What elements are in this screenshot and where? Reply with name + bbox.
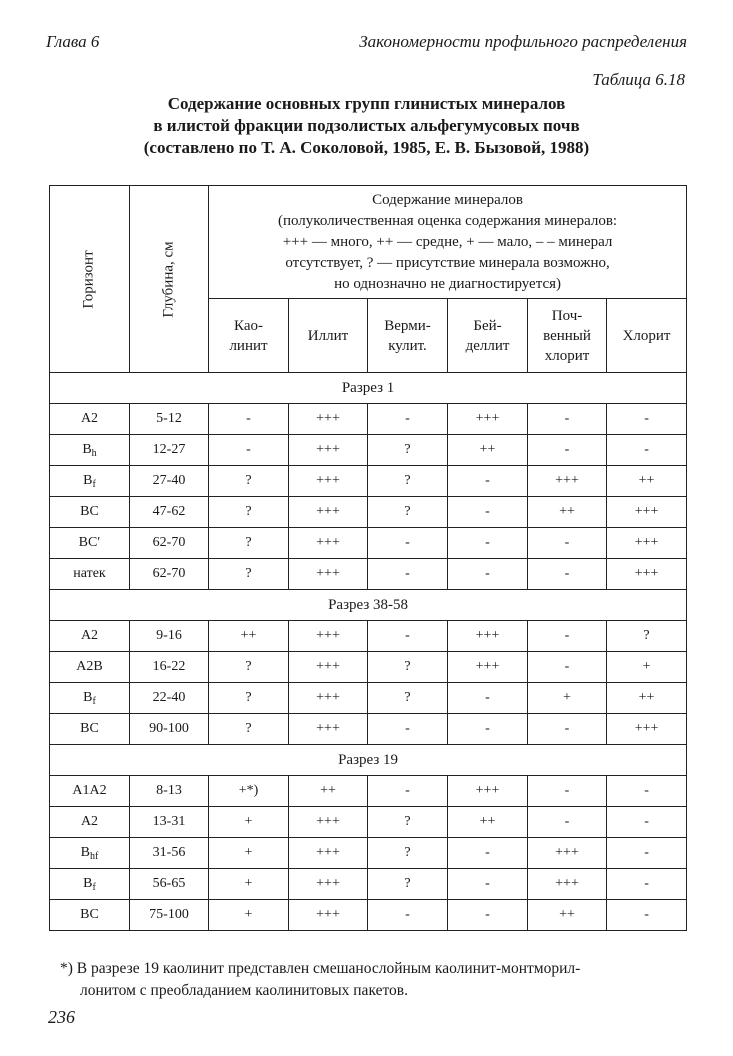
illite-cell: +++ [289, 869, 368, 900]
depth-cell: 56-65 [130, 869, 209, 900]
horizon-cell: A1A2 [50, 776, 130, 807]
page-number: 236 [48, 1007, 75, 1027]
illite-cell: +++ [289, 528, 368, 559]
kaolinite-cell: + [209, 838, 289, 869]
soil-chlorite-cell: ++ [528, 900, 607, 931]
horizon-cell: $B_f$ [50, 869, 130, 900]
table-title [60, 93, 673, 159]
soil-chlorite-cell: - [528, 621, 607, 652]
kaolinite-cell: - [209, 435, 289, 466]
beidellite-cell: - [448, 683, 528, 714]
horizon-cell: BC [50, 900, 130, 931]
chlorite-cell: +++ [607, 714, 687, 745]
chlorite-cell: - [607, 807, 687, 838]
chlorite-cell: - [607, 869, 687, 900]
depth-cell: 31-56 [130, 838, 209, 869]
chlorite-cell: ? [607, 621, 687, 652]
table-row [50, 869, 687, 900]
footnote [60, 958, 689, 1002]
table-row [50, 435, 687, 466]
horizon-cell: BC′ [50, 528, 130, 559]
table-row [50, 776, 687, 807]
horizon-cell: $B_f$ [50, 683, 130, 714]
vermiculite-cell: ? [368, 838, 448, 869]
horizon-cell: A2 [50, 807, 130, 838]
kaolinite-cell: +*) [209, 776, 289, 807]
depth-cell: 16-22 [130, 652, 209, 683]
section-title: Разрез 19 [50, 745, 687, 776]
soil-chlorite-cell: +++ [528, 869, 607, 900]
soil-chlorite-cell: - [528, 652, 607, 683]
depth-cell: 22-40 [130, 683, 209, 714]
horizon-cell: A2 [50, 621, 130, 652]
soil-chlorite-cell: +++ [528, 838, 607, 869]
illite-cell: +++ [289, 714, 368, 745]
depth-cell: 47-62 [130, 497, 209, 528]
footnote-line-1: *) В разрезе 19 каолинит представлен смешанослойным каолинит-монтморил- [60, 960, 581, 977]
horizon-cell: $B_{hf}$ [50, 838, 130, 869]
table-row [50, 900, 687, 931]
soil-chlorite-cell: ++ [528, 497, 607, 528]
chlorite-cell: +++ [607, 559, 687, 590]
depth-cell: 90-100 [130, 714, 209, 745]
vermiculite-cell: ? [368, 435, 448, 466]
soil-chlorite-cell: - [528, 714, 607, 745]
kaolinite-cell: ++ [209, 621, 289, 652]
table-row [50, 559, 687, 590]
running-head [46, 32, 687, 52]
beidellite-header: Бей- деллит [448, 299, 528, 373]
soil-chlorite-cell: - [528, 404, 607, 435]
chlorite-cell: - [607, 435, 687, 466]
vermiculite-cell: - [368, 528, 448, 559]
minerals-table [49, 185, 687, 931]
beidellite-cell: +++ [448, 404, 528, 435]
beidellite-cell: - [448, 838, 528, 869]
section-row [50, 373, 687, 404]
vermiculite-cell: - [368, 714, 448, 745]
chlorite-cell: +++ [607, 528, 687, 559]
horizon-cell: $B_h$ [50, 435, 130, 466]
illite-cell: +++ [289, 652, 368, 683]
table-row [50, 497, 687, 528]
depth-column-header: Глубина, см [130, 186, 209, 373]
vermiculite-cell: ? [368, 683, 448, 714]
depth-cell: 62-70 [130, 528, 209, 559]
illite-cell: ++ [289, 776, 368, 807]
beidellite-cell: - [448, 714, 528, 745]
beidellite-cell: - [448, 497, 528, 528]
beidellite-cell: - [448, 528, 528, 559]
horizon-cell: натек [50, 559, 130, 590]
depth-cell: 27-40 [130, 466, 209, 497]
soil-chlorite-cell: - [528, 528, 607, 559]
title-line-2: в илистой фракции подзолистых альфегумусовых почв [153, 116, 580, 135]
vermiculite-cell: ? [368, 652, 448, 683]
section-row [50, 745, 687, 776]
illite-cell: +++ [289, 683, 368, 714]
beidellite-cell: - [448, 869, 528, 900]
beidellite-cell: - [448, 900, 528, 931]
beidellite-cell: +++ [448, 621, 528, 652]
kaolinite-cell: + [209, 807, 289, 838]
soil-chlorite-cell: + [528, 683, 607, 714]
vermiculite-header: Верми- кулит. [368, 299, 448, 373]
illite-cell: +++ [289, 900, 368, 931]
chlorite-cell: - [607, 838, 687, 869]
kaolinite-header: Као- линит [209, 299, 289, 373]
horizon-column-header: Горизонт [50, 186, 130, 373]
horizon-cell: A2B [50, 652, 130, 683]
vermiculite-cell: ? [368, 869, 448, 900]
horizon-cell: BC [50, 497, 130, 528]
title-line-1: Содержание основных групп глинистых минералов [167, 94, 566, 113]
table-row [50, 466, 687, 497]
vermiculite-cell: - [368, 776, 448, 807]
table-row [50, 714, 687, 745]
table-row [50, 652, 687, 683]
illite-cell: +++ [289, 838, 368, 869]
soil-chlorite-cell: - [528, 776, 607, 807]
section-title: Закономерности профильного распределения [359, 32, 687, 51]
chlorite-cell: ++ [607, 683, 687, 714]
chapter-label: Глава 6 [46, 32, 100, 51]
illite-header: Иллит [289, 299, 368, 373]
depth-cell: 5-12 [130, 404, 209, 435]
vermiculite-cell: - [368, 559, 448, 590]
kaolinite-cell: ? [209, 683, 289, 714]
beidellite-cell: - [448, 559, 528, 590]
beidellite-cell: +++ [448, 652, 528, 683]
kaolinite-cell: - [209, 404, 289, 435]
section-title: Разрез 1 [50, 373, 687, 404]
mineral-content-header: Содержание минералов (полуколичественная оценка содержания минералов: +++ — много, ++ — средне, + — мало, – – минерал отсутствует, ? — присутствие минерала возможно, но однозначно не диагностируется) [209, 186, 687, 299]
chlorite-cell: ++ [607, 466, 687, 497]
beidellite-cell: ++ [448, 807, 528, 838]
kaolinite-cell: + [209, 869, 289, 900]
illite-cell: +++ [289, 435, 368, 466]
horizon-cell: BC [50, 714, 130, 745]
horizon-cell: $B_f$ [50, 466, 130, 497]
section-row [50, 590, 687, 621]
table-row [50, 683, 687, 714]
beidellite-cell: ++ [448, 435, 528, 466]
soil-chlorite-cell: +++ [528, 466, 607, 497]
section-title: Разрез 38-58 [50, 590, 687, 621]
chlorite-cell: - [607, 776, 687, 807]
kaolinite-cell: ? [209, 497, 289, 528]
table-row [50, 404, 687, 435]
depth-cell: 75-100 [130, 900, 209, 931]
horizon-cell: A2 [50, 404, 130, 435]
chlorite-cell: +++ [607, 497, 687, 528]
chlorite-cell: - [607, 404, 687, 435]
beidellite-cell: - [448, 466, 528, 497]
kaolinite-cell: + [209, 900, 289, 931]
depth-cell: 62-70 [130, 559, 209, 590]
vermiculite-cell: ? [368, 466, 448, 497]
chlorite-header: Хлорит [607, 299, 687, 373]
table-row [50, 621, 687, 652]
depth-cell: 9-16 [130, 621, 209, 652]
depth-cell: 13-31 [130, 807, 209, 838]
soil-chlorite-header: Поч- венный хлорит [528, 299, 607, 373]
vermiculite-cell: - [368, 404, 448, 435]
chlorite-cell: - [607, 900, 687, 931]
table-row [50, 838, 687, 869]
illite-cell: +++ [289, 497, 368, 528]
beidellite-cell: +++ [448, 776, 528, 807]
soil-chlorite-cell: - [528, 807, 607, 838]
table-body [50, 373, 687, 931]
vermiculite-cell: - [368, 621, 448, 652]
chlorite-cell: + [607, 652, 687, 683]
kaolinite-cell: ? [209, 559, 289, 590]
vermiculite-cell: ? [368, 497, 448, 528]
soil-chlorite-cell: - [528, 435, 607, 466]
table-number: Таблица 6.18 [592, 70, 685, 89]
kaolinite-cell: ? [209, 714, 289, 745]
table-row [50, 807, 687, 838]
depth-cell: 12-27 [130, 435, 209, 466]
kaolinite-cell: ? [209, 528, 289, 559]
vermiculite-cell: - [368, 900, 448, 931]
depth-cell: 8-13 [130, 776, 209, 807]
table-row [50, 528, 687, 559]
illite-cell: +++ [289, 466, 368, 497]
title-line-3: (составлено по Т. А. Соколовой, 1985, Е. В. Бызовой, 1988) [143, 138, 590, 157]
kaolinite-cell: ? [209, 652, 289, 683]
illite-cell: +++ [289, 559, 368, 590]
soil-chlorite-cell: - [528, 559, 607, 590]
illite-cell: +++ [289, 621, 368, 652]
kaolinite-cell: ? [209, 466, 289, 497]
illite-cell: +++ [289, 807, 368, 838]
footnote-line-2: лонитом с преобладанием каолинитовых пакетов. [80, 982, 408, 999]
vermiculite-cell: ? [368, 807, 448, 838]
illite-cell: +++ [289, 404, 368, 435]
